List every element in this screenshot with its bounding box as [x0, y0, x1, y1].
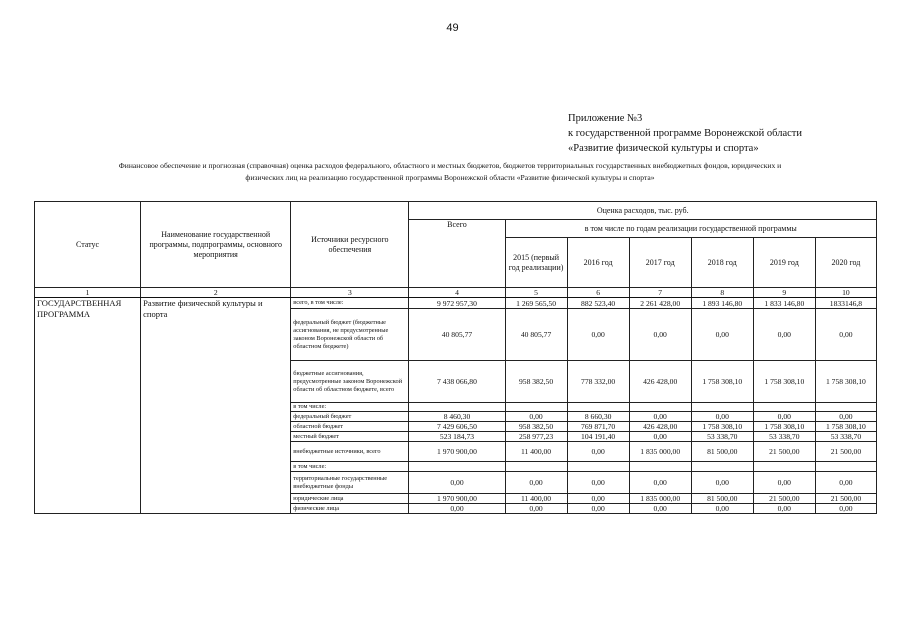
year-value-cell: 53 338,70: [753, 432, 815, 442]
header-total: Всего: [409, 220, 505, 288]
year-value-cell: [815, 403, 876, 412]
source-cell: федеральный бюджет: [291, 412, 409, 422]
header-year-2020: 2020 год: [815, 238, 876, 288]
year-value-cell: 0,00: [629, 432, 691, 442]
total-value-cell: 0,00: [409, 472, 505, 494]
total-value-cell: 7 429 606,50: [409, 422, 505, 432]
year-value-cell: [691, 403, 753, 412]
year-value-cell: 0,00: [753, 504, 815, 514]
total-value-cell: 523 184,73: [409, 432, 505, 442]
year-value-cell: 40 805,77: [505, 309, 567, 361]
total-value-cell: 7 438 066,80: [409, 361, 505, 403]
year-value-cell: 11 400,00: [505, 442, 567, 462]
source-cell: внебюджетные источники, всего: [291, 442, 409, 462]
total-value-cell: 9 972 957,30: [409, 298, 505, 309]
year-value-cell: [815, 462, 876, 472]
total-value-cell: [409, 403, 505, 412]
year-value-cell: [567, 462, 629, 472]
year-value-cell: 0,00: [567, 309, 629, 361]
financial-table: [34, 201, 877, 514]
year-value-cell: 2 261 428,00: [629, 298, 691, 309]
col-number: 10: [815, 288, 876, 298]
year-value-cell: 1 758 308,10: [691, 361, 753, 403]
year-value-cell: 0,00: [505, 504, 567, 514]
table-body: [35, 298, 877, 514]
year-value-cell: 0,00: [629, 504, 691, 514]
year-value-cell: 0,00: [753, 309, 815, 361]
col-number: 8: [691, 288, 753, 298]
header-estimate: Оценка расходов, тыс. руб.: [409, 202, 877, 220]
header-year-2016: 2016 год: [567, 238, 629, 288]
year-value-cell: 1 835 000,00: [629, 442, 691, 462]
year-value-cell: 8 660,30: [567, 412, 629, 422]
year-value-cell: 0,00: [567, 472, 629, 494]
year-value-cell: [505, 403, 567, 412]
year-value-cell: 53 338,70: [815, 432, 876, 442]
source-cell: территориальные государственные внебюджетные фонды: [291, 472, 409, 494]
year-value-cell: 778 332,00: [567, 361, 629, 403]
title-line-2: физических лиц на реализацию государственной программы Воронежской области «Развитие физической культуры и спорта»: [245, 173, 655, 182]
header-year-2019: 2019 год: [753, 238, 815, 288]
year-value-cell: [505, 462, 567, 472]
year-value-cell: 1 758 308,10: [815, 422, 876, 432]
col-number: 7: [629, 288, 691, 298]
header-year-2015: 2015 (первый год реализации): [505, 238, 567, 288]
year-value-cell: 0,00: [691, 504, 753, 514]
year-value-cell: 81 500,00: [691, 494, 753, 504]
year-value-cell: 258 977,23: [505, 432, 567, 442]
year-value-cell: 21 500,00: [815, 494, 876, 504]
year-value-cell: 0,00: [629, 472, 691, 494]
year-value-cell: 0,00: [815, 309, 876, 361]
year-value-cell: 1833146,8: [815, 298, 876, 309]
year-value-cell: 11 400,00: [505, 494, 567, 504]
year-value-cell: [567, 403, 629, 412]
year-value-cell: [629, 462, 691, 472]
page-number: 49: [446, 22, 459, 34]
year-value-cell: 769 871,70: [567, 422, 629, 432]
year-value-cell: 53 338,70: [691, 432, 753, 442]
year-value-cell: 21 500,00: [753, 494, 815, 504]
appendix-block: [568, 111, 802, 156]
total-value-cell: 0,00: [409, 504, 505, 514]
year-value-cell: 21 500,00: [753, 442, 815, 462]
source-cell: юридические лица: [291, 494, 409, 504]
year-value-cell: [753, 403, 815, 412]
year-value-cell: 0,00: [567, 494, 629, 504]
source-cell: федеральный бюджет (бюджетные ассигнования, не предусмотренные законом Воронежской области об областном бюджете): [291, 309, 409, 361]
year-value-cell: 0,00: [505, 412, 567, 422]
program-name-cell: Развитие физической культуры и спорта: [141, 298, 291, 514]
year-value-cell: 104 191,40: [567, 432, 629, 442]
source-cell: всего, в том числе:: [291, 298, 409, 309]
year-value-cell: 1 833 146,80: [753, 298, 815, 309]
year-value-cell: 0,00: [505, 472, 567, 494]
table-row: [35, 298, 877, 309]
year-value-cell: 0,00: [629, 309, 691, 361]
total-value-cell: 1 970 900,00: [409, 442, 505, 462]
total-value-cell: 8 460,30: [409, 412, 505, 422]
source-cell: в том числе:: [291, 462, 409, 472]
year-value-cell: 0,00: [691, 472, 753, 494]
source-cell: бюджетные ассигнования, предусмотренные законом Воронежской области об областном бюджете, всего: [291, 361, 409, 403]
appendix-line-2: к государственной программе Воронежской области: [568, 128, 803, 139]
year-value-cell: 0,00: [753, 412, 815, 422]
header-year-2017: 2017 год: [629, 238, 691, 288]
year-value-cell: [691, 462, 753, 472]
document-title: [40, 160, 860, 184]
year-value-cell: 1 758 308,10: [753, 361, 815, 403]
year-value-cell: 426 428,00: [629, 361, 691, 403]
header-status: Статус: [35, 202, 141, 288]
year-value-cell: 1 893 146,80: [691, 298, 753, 309]
col-number: 5: [505, 288, 567, 298]
year-value-cell: 1 835 000,00: [629, 494, 691, 504]
year-value-cell: 0,00: [567, 442, 629, 462]
column-numbers-row: [35, 288, 877, 298]
year-value-cell: 426 428,00: [629, 422, 691, 432]
status-cell: ГОСУДАРСТВЕННАЯ ПРОГРАММА: [35, 298, 141, 514]
year-value-cell: 1 758 308,10: [815, 361, 876, 403]
title-line-1: Финансовое обеспечение и прогнозная (справочная) оценка расходов федерального, областного и местных бюджетов, бюджетов территориальных государственных внебюджетных фондов, юридических и: [118, 161, 782, 170]
col-number: 6: [567, 288, 629, 298]
year-value-cell: [753, 462, 815, 472]
year-value-cell: 21 500,00: [815, 442, 876, 462]
year-value-cell: 0,00: [815, 412, 876, 422]
year-value-cell: 882 523,40: [567, 298, 629, 309]
year-value-cell: [629, 403, 691, 412]
source-cell: местный бюджет: [291, 432, 409, 442]
source-cell: областной бюджет: [291, 422, 409, 432]
total-value-cell: 40 805,77: [409, 309, 505, 361]
total-value-cell: [409, 462, 505, 472]
source-cell: физические лица: [291, 504, 409, 514]
header-sources: Источники ресурсного обеспечения: [291, 202, 409, 288]
year-value-cell: 1 758 308,10: [753, 422, 815, 432]
col-number: 4: [409, 288, 505, 298]
header-by-years: в том числе по годам реализации государственной программы: [505, 220, 876, 238]
year-value-cell: 81 500,00: [691, 442, 753, 462]
source-cell: в том числе:: [291, 403, 409, 412]
header-name: Наименование государственной программы, подпрограммы, основного мероприятия: [141, 202, 291, 288]
col-number: 1: [35, 288, 141, 298]
year-value-cell: 0,00: [815, 504, 876, 514]
year-value-cell: 0,00: [567, 504, 629, 514]
year-value-cell: 0,00: [691, 412, 753, 422]
appendix-line-3: «Развитие физической культуры и спорта»: [568, 143, 759, 154]
year-value-cell: 0,00: [629, 412, 691, 422]
year-value-cell: 1 269 565,50: [505, 298, 567, 309]
col-number: 9: [753, 288, 815, 298]
year-value-cell: 0,00: [691, 309, 753, 361]
header-year-2018: 2018 год: [691, 238, 753, 288]
year-value-cell: 0,00: [815, 472, 876, 494]
col-number: 2: [141, 288, 291, 298]
year-value-cell: 0,00: [753, 472, 815, 494]
total-value-cell: 1 970 900,00: [409, 494, 505, 504]
col-number: 3: [291, 288, 409, 298]
appendix-line-1: Приложение №3: [568, 113, 643, 124]
year-value-cell: 1 758 308,10: [691, 422, 753, 432]
year-value-cell: 958 382,50: [505, 422, 567, 432]
year-value-cell: 958 382,50: [505, 361, 567, 403]
